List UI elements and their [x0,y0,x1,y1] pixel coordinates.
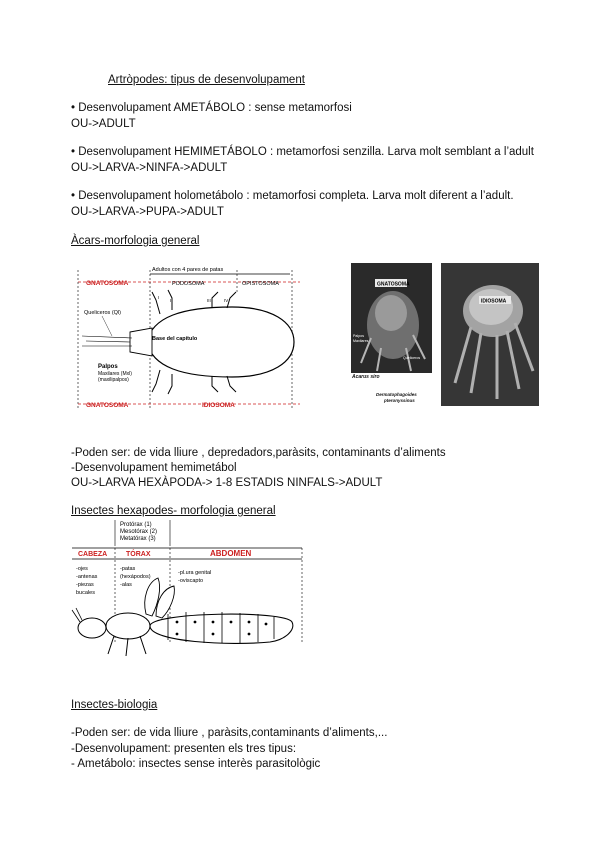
insect-diagram [70,518,305,663]
mite-maxilares2: (maxilipalpos) [98,377,129,383]
leg-iii: III [207,298,211,303]
acars-item-1: -Poden ser: de vida lliure , depredadors,paràsits, contaminants d’aliments [71,447,446,459]
photo1-label1: Palpos [353,334,364,338]
dev-hemimetabolo: • Desenvolupament HEMIMETÁBOLO : metamorfosi senzilla. Larva molt semblant a l’adult [71,146,534,158]
thorax-seg-1: Protórax (1) [120,522,152,528]
thorax-seg-2: Mesotórax (2) [120,529,158,535]
insect-torax: TÓRAX [126,551,151,558]
biologia-heading: Insectes-biologia [71,699,158,711]
mite-sem-photo-1 [351,263,432,373]
biologia-item-2: -Desenvolupament: presenten els tres tipus: [71,743,297,755]
leg-ii: II [170,298,173,303]
torax-item-1: -patas [120,566,136,572]
photo1-caption: Acarus siro [352,374,380,380]
photo1-caption2: Dermatophagoides [376,392,417,397]
leg-i: I [158,295,160,300]
dev-ametabolo: • Desenvolupament AMETÁBOLO : sense metamorfosi [71,102,352,114]
photo1-label2: Maxilares [353,339,369,343]
acars-item-3: OU->LARVA HEXÀPODA-> 1-8 ESTADIS NINFALS->ADULT [71,477,383,489]
biologia-item-3: - Ametábolo: insectes sense interès parasitològic [71,758,321,770]
thorax-seg-3: Metatórax (3) [120,536,156,542]
insectes-heading: Insectes hexapodes- morfologia general [71,505,276,517]
cabeza-item-4: bucales [76,590,95,596]
abdomen-item-1: -pl.ura genital [178,570,212,576]
dev-holometabolo: • Desenvolupament holometábolo : metamorfosi completa. Larva molt diferent a l’adult. [71,190,514,202]
photo1-caption3: pteronyssinus [384,398,415,403]
mite-maxilares: Maxilares (Mxl) [98,371,132,377]
torax-item-2: (hexápodos) [120,574,151,580]
mite-base-capitulo: Base del capítulo [152,336,198,342]
insect-cabeza: CABEZA [78,551,108,558]
mite-gnatosoma-bottom: GNATOSOMA [86,402,129,409]
mite-diagram [72,262,302,412]
torax-item-3: -alas [120,582,132,588]
insect-abdomen: ABDOMEN [210,549,252,558]
abdomen-item-2: -oviscapto [178,578,204,584]
photo1-label3: Queliceros [403,356,421,360]
photo1-tag: GNATOSOMA [377,281,410,288]
acars-item-2: -Desenvolupament hemimetábol [71,462,237,474]
page-title: Artròpodes: tipus de desenvolupament [108,74,305,86]
mite-gnatosoma-top: GNATOSOMA [86,280,129,287]
mite-top-label: Adultos con 4 pares de patas [152,267,224,273]
mite-queliceros: Queliceros (Ql) [84,310,121,316]
cabeza-item-1: -ojes [76,566,88,572]
photo2-tag: IDIOSOMA [481,298,507,305]
cabeza-item-3: -piezas [76,582,94,588]
dev-hemimetabolo-seq: OU->LARVA->NINFA->ADULT [71,162,228,174]
leg-iv: IV [224,298,229,303]
mite-sem-photo-2 [441,263,539,406]
mite-podosoma: PODOSOMA [172,281,205,287]
mite-idiosoma: IDIOSOMA [202,402,235,409]
mite-opistosoma: OPISTOSOMA [242,281,279,287]
mite-palpos: Palpos [98,364,118,370]
dev-ametabolo-seq: OU->ADULT [71,118,136,130]
cabeza-item-2: -antenas [76,574,98,580]
dev-holometabolo-seq: OU->LARVA->PUPA->ADULT [71,206,224,218]
biologia-item-1: -Poden ser: de vida lliure , paràsits,contaminants d’aliments,... [71,727,388,739]
acars-heading: Àcars-morfologia general [71,235,200,247]
